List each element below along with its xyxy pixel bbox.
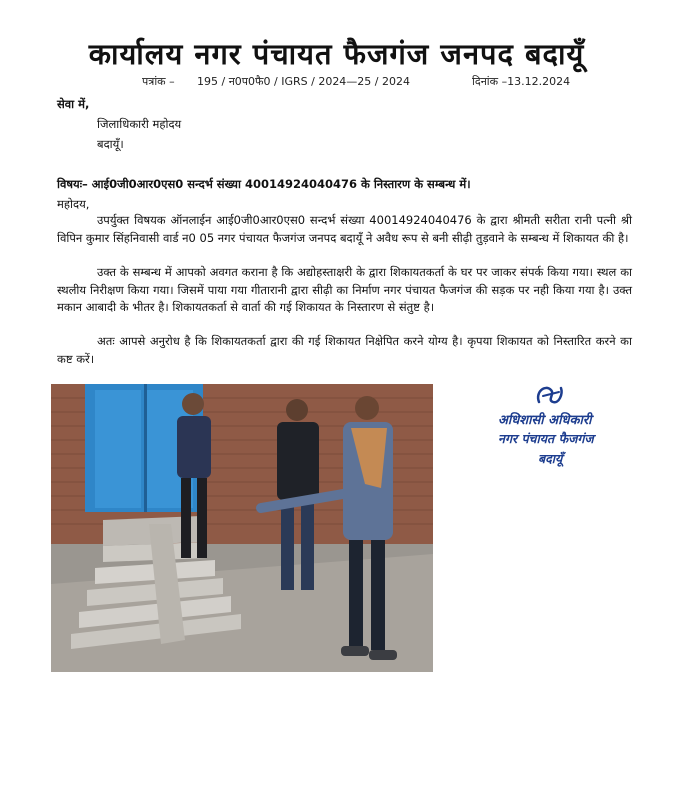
paragraph-2: उक्त के सम्बन्ध में आपको अवगत कराना है कि अद्योहस्ताक्षरी के द्वारा शिकायतकर्ता के घर पर जाकर संपर्क किया गया। स्थल का स्थलीय निरीक्षण किया गया। जिसमें पाया गया गीतारानी द्वारा सीढ़ी का निर्माण नगर पंचायत फैजगंज की सड़क पर नही किया गया है। उक्त मकान आबादी के भीतर है। शिकायतकर्ता से वार्ता की गई शिकायत के निस्तारण से संतुष्ट है।: [57, 265, 632, 314]
addressee-line-1: जिलाधिकारी महोदय: [97, 117, 182, 131]
signature-designation: अधिशासी अधिकारी: [498, 413, 592, 428]
signature-office: नगर पंचायत फैजगंज: [498, 431, 594, 446]
site-inspection-photo: [51, 384, 433, 672]
salutation: महोदय,: [57, 197, 90, 211]
reference-number: 195 / न0प0फै0 / IGRS / 2024—25 / 2024: [197, 75, 411, 88]
reference-label: पत्रांक –: [142, 75, 175, 88]
signature-district: बदायूँ: [538, 451, 563, 466]
paragraph-1: उपर्युक्त विषयक ऑनलाईन आई0जी0आर0एस0 सन्दर्भ संख्या 40014924040476 के द्वारा श्रीमती सरीता रानी पत्नी श्री विपिन कुमार सिंहनिवासी वार्ड न0 05 नगर पंचायत फैजगंज जनपद बदायूँ ने अवैध रूप से बनी सीढ़ी तुड़वाने के सम्बन्ध में शिकायत की है।: [57, 213, 632, 245]
addressee-salutation: सेवा में,: [57, 97, 90, 111]
addressee-line-2: बदायूँ।: [97, 137, 124, 151]
signature-mark: [533, 382, 567, 412]
office-title: कार्यालय नगर पंचायत फैजगंज जनपद बदायूँ: [88, 37, 585, 71]
letter-date: दिनांक –13.12.2024: [472, 75, 571, 88]
subject-line: विषयः– आई0जी0आर0एस0 सन्दर्भ संख्या 40014924040476 के निस्तारण के सम्बन्ध में।: [57, 177, 471, 191]
paragraph-3: अतः आपसे अनुरोध है कि शिकायतकर्ता द्वारा की गई शिकायत निक्षेपित करने योग्य है। कृपया शिकायत को निस्तारित करने का कष्ट करें।: [57, 334, 632, 366]
